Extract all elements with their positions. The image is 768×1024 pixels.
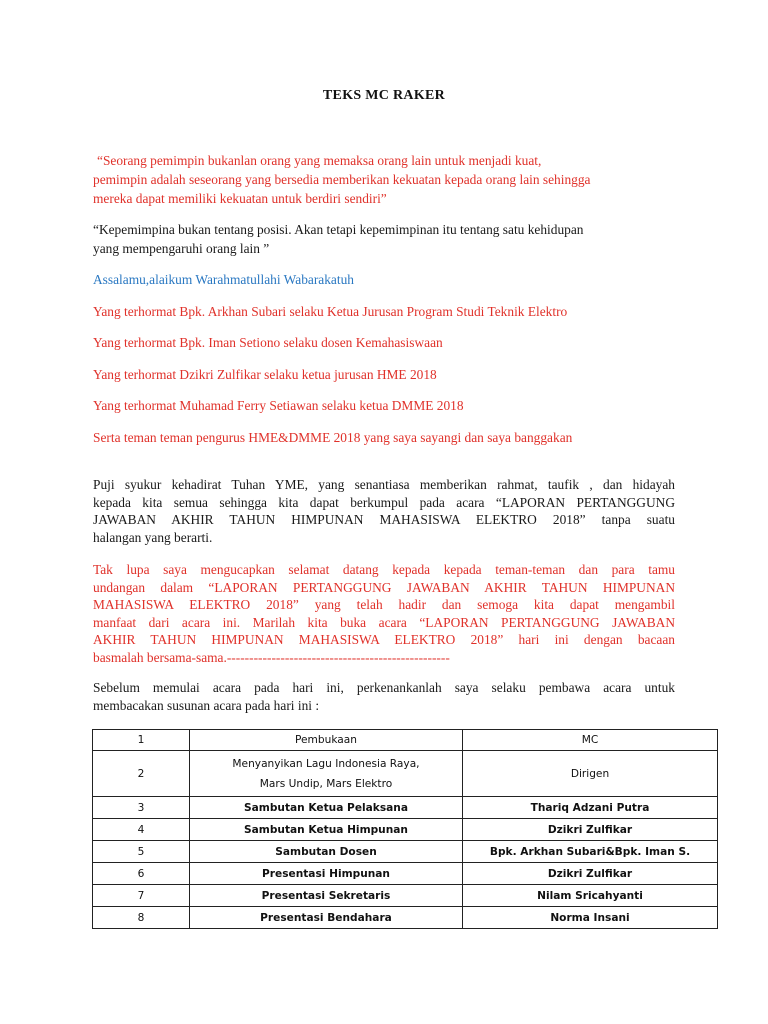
greeting-text: Assalamu,alaikum Warahmatullahi Wabarakatuh [93, 272, 354, 287]
row-number: 7 [93, 885, 190, 907]
honorific-text: Yang terhormat Dzikri Zulfikar selaku ketua jurusan HME 2018 [93, 367, 437, 382]
welcome-paragraph [93, 561, 675, 666]
honorific-2 [93, 333, 675, 352]
row-number: 2 [93, 751, 190, 797]
table-row [93, 885, 718, 907]
row-number: 6 [93, 863, 190, 885]
row-event-line: Mars Undip, Mars Elektro [259, 777, 393, 790]
row-person: Dzikri Zulfikar [463, 863, 718, 885]
greeting [93, 270, 675, 289]
quote-line: pemimpin adalah seseorang yang bersedia memberikan kekuatan kepada orang lain sehingga [93, 172, 591, 187]
paragraph-line: MAHASISWA ELEKTRO 2018” yang telah hadir dan semoga kita dapat mengambil [93, 597, 675, 612]
row-person: Dirigen [463, 751, 718, 797]
leadership-quote-2 [93, 220, 675, 258]
table-row [93, 819, 718, 841]
row-event: Pembukaan [190, 730, 463, 751]
row-event [190, 751, 463, 797]
table-row [93, 730, 718, 751]
agenda-table [92, 729, 718, 929]
document-title: TEKS MC RAKER [322, 88, 446, 103]
row-person: Norma Insani [463, 907, 718, 929]
row-number: 1 [93, 730, 190, 751]
row-event: Presentasi Sekretaris [190, 885, 463, 907]
honorific-3 [93, 365, 675, 384]
row-person: MC [463, 730, 718, 751]
paragraph-line: membacakan susunan acara pada hari ini : [93, 697, 320, 713]
table-row [93, 907, 718, 929]
row-event: Sambutan Dosen [190, 841, 463, 863]
row-person: Dzikri Zulfikar [463, 819, 718, 841]
paragraph-line: undangan dalam “LAPORAN PERTANGGUNG JAWABAN AKHIR TAHUN HIMPUNAN [93, 579, 675, 595]
row-number: 8 [93, 907, 190, 929]
row-number: 5 [93, 841, 190, 863]
paragraph-line: AKHIR TAHUN HIMPUNAN MAHASISWA ELEKTRO 2018” hari ini dengan bacaan [93, 632, 675, 647]
paragraph-line: halangan yang berarti. [93, 529, 213, 545]
table-row [93, 863, 718, 885]
quote-line: yang mempengaruhi orang lain ” [93, 241, 270, 256]
table-row [93, 751, 718, 797]
honorific-5 [93, 428, 675, 447]
honorific-4 [93, 396, 675, 415]
paragraph-line: Tak lupa saya mengucapkan selamat datang kepada kepada teman-teman dan para tamu [93, 562, 675, 577]
paragraph-line: basmalah bersama-sama.-------------------------------------------------- [93, 649, 450, 665]
paragraph-line: Sebelum memulai acara pada hari ini, perkenankanlah saya selaku pembawa acara untuk [93, 680, 675, 695]
honorific-text: Serta teman teman pengurus HME&DMME 2018 yang saya sayangi dan saya banggakan [93, 430, 573, 445]
honorific-text: Yang terhormat Bpk. Iman Setiono selaku dosen Kemahasiswaan [93, 335, 443, 350]
table-row [93, 841, 718, 863]
row-event: Sambutan Ketua Pelaksana [190, 797, 463, 819]
paragraph-line: JAWABAN AKHIR TAHUN HIMPUNAN MAHASISWA ELEKTRO 2018” tanpa suatu [93, 512, 675, 527]
row-event: Presentasi Bendahara [190, 907, 463, 929]
row-number: 3 [93, 797, 190, 819]
table-row [93, 797, 718, 819]
paragraph-line: Puji syukur kehadirat Tuhan YME, yang senantiasa memberikan rahmat, taufik , dan hidayah [93, 477, 675, 492]
row-person: Bpk. Arkhan Subari&Bpk. Iman S. [463, 841, 718, 863]
quote-line: mereka dapat memiliki kekuatan untuk berdiri sendiri” [93, 191, 387, 206]
leadership-quote-1 [93, 151, 675, 208]
opening-paragraph [93, 476, 675, 546]
row-person: Thariq Adzani Putra [463, 797, 718, 819]
row-person: Nilam Sricahyanti [463, 885, 718, 907]
honorific-text: Yang terhormat Muhamad Ferry Setiawan selaku ketua DMME 2018 [93, 398, 464, 413]
row-number: 4 [93, 819, 190, 841]
honorific-1 [93, 302, 675, 321]
agenda-intro-paragraph [93, 679, 675, 714]
paragraph-line: manfaat dari acara ini. Marilah kita buka acara “LAPORAN PERTANGGUNG JAWABAN [93, 614, 675, 630]
row-event-line: Menyanyikan Lagu Indonesia Raya, [232, 757, 420, 770]
quote-line: “Seorang pemimpin bukanlan orang yang memaksa orang lain untuk menjadi kuat, [97, 153, 542, 168]
row-event: Presentasi Himpunan [190, 863, 463, 885]
honorific-text: Yang terhormat Bpk. Arkhan Subari selaku Ketua Jurusan Program Studi Teknik Elektro [93, 304, 568, 319]
paragraph-line: kepada kita semua sehingga kita dapat berkumpul pada acara “LAPORAN PERTANGGUNG [93, 494, 675, 510]
quote-line: “Kepemimpina bukan tentang posisi. Akan tetapi kepemimpinan itu tentang satu kehidupan [93, 222, 584, 237]
row-event: Sambutan Ketua Himpunan [190, 819, 463, 841]
